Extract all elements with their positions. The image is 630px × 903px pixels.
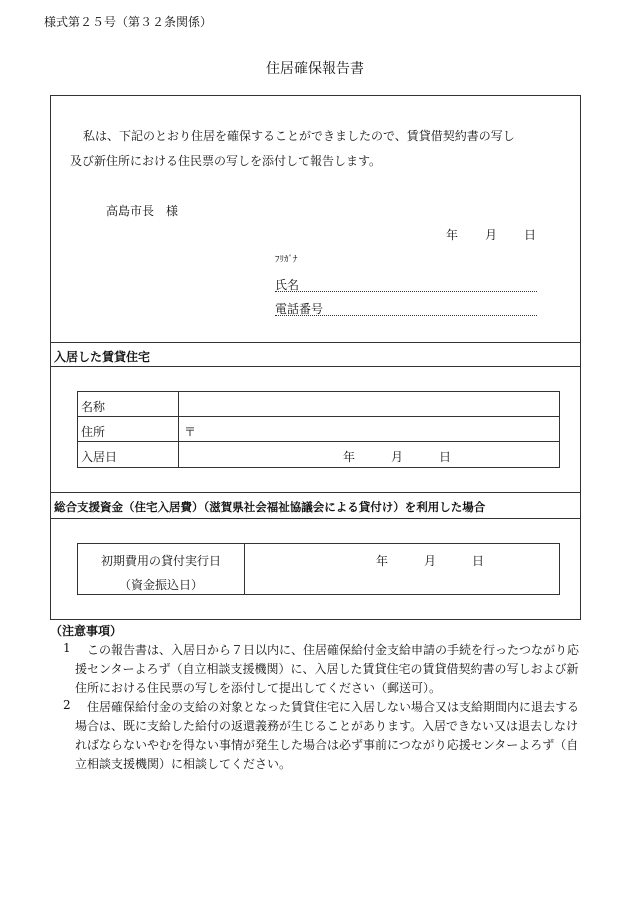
phone-line xyxy=(275,315,537,316)
form-number: 様式第２５号（第３２条関係） xyxy=(44,15,213,29)
note-1-text xyxy=(75,641,587,698)
note-2-text xyxy=(75,698,587,774)
loan-date-label-line1: 初期費用の貸付実行日 xyxy=(100,554,221,568)
rental-table-row-line xyxy=(77,416,559,417)
rental-table-row-line xyxy=(77,441,559,442)
note-1-number: 1 xyxy=(63,641,71,655)
rental-table-divider xyxy=(178,391,179,467)
phone-label: 電話番号 xyxy=(275,302,324,316)
intro-line-2: 及び新住所における住民票の写しを添付して報告します。 xyxy=(70,154,382,168)
page-title: 住居確保報告書 xyxy=(266,61,364,77)
section1-heading: 入居した賃貸住宅 xyxy=(54,350,151,364)
section1-bottom-rule xyxy=(50,366,580,367)
section2-top-rule xyxy=(50,492,580,493)
loan-date-value: 年 月 日 xyxy=(376,554,485,568)
move-in-date-value: 年 月 日 xyxy=(343,450,452,464)
loan-date-label-line2: （資金振込日） xyxy=(118,578,203,592)
note-2-number: 2 xyxy=(63,698,71,712)
name-label: 氏名 xyxy=(275,278,300,292)
move-in-date-label: 入居日 xyxy=(81,450,118,464)
note-1-content: この報告書は、入居日から７日以内に、住居確保給付金支給申請の手続を行ったつながり応援センターよろず（自立相談支援機関）に、入居した賃貸住宅の賃貸借契約書の写しおよび新住所における住民票の写しを添付して提出してください（郵送可）。 xyxy=(75,643,580,695)
section1-top-rule xyxy=(50,342,580,343)
rental-housing-table xyxy=(77,391,560,468)
section2-heading: 総合支援資金（住宅入居費）（滋賀県社会福祉協議会による貸付け）を利用した場合 xyxy=(54,500,486,514)
rental-name-label: 名称 xyxy=(81,400,106,414)
rental-address-label: 住所 xyxy=(81,425,106,439)
note-2-content: 住居確保給付金の支給の対象となった賃貸住宅に入居しない場合又は支給期間内に退去する場合は、既に支給した給付の返還義務が生じることがあります。入居できない又は退去しなければならないやむを得ない事情が発生した場合は必ず事前につながり応援センターよろず（自立相談支援機関）に相談してください。 xyxy=(75,700,580,771)
loan-table-divider xyxy=(244,543,245,594)
name-line xyxy=(275,291,537,292)
notes-heading: （注意事項） xyxy=(50,624,123,638)
report-date: 年 月 日 xyxy=(446,228,538,242)
furigana-label: ﾌﾘｶﾞﾅ xyxy=(275,255,298,265)
section2-bottom-rule xyxy=(50,518,580,519)
intro-line-1: 私は、下記のとおり住居を確保することができましたので、賃貸借契約書の写し xyxy=(83,129,515,143)
addressee: 高島市長 様 xyxy=(106,204,179,218)
postal-mark: 〒 xyxy=(184,425,197,439)
